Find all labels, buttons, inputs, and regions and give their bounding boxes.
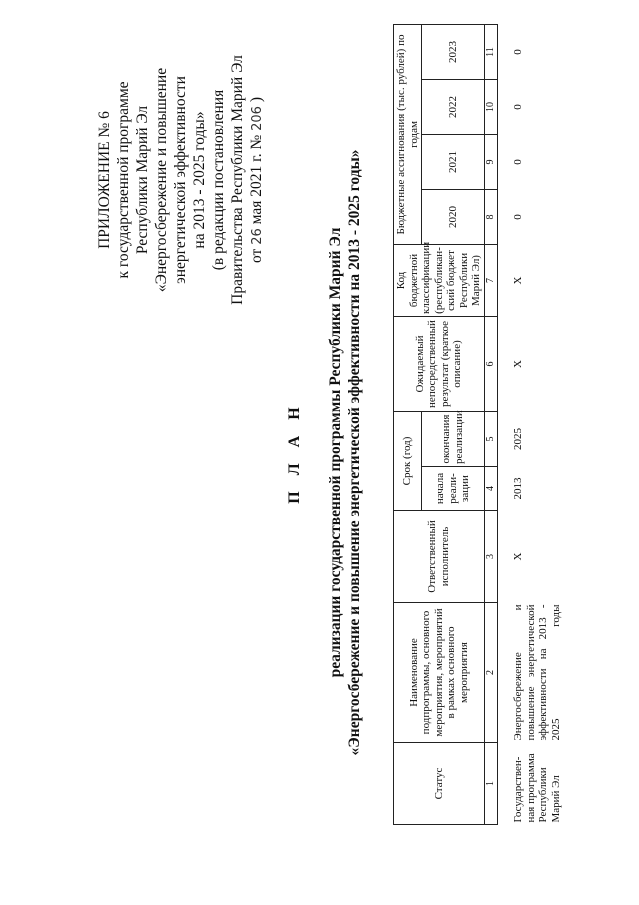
date-prefix: от <box>248 248 265 263</box>
column-number: 1 <box>484 743 498 825</box>
header-year: 2021 <box>422 135 485 190</box>
date-close: ) <box>248 97 265 103</box>
column-number: 7 <box>484 245 498 317</box>
appendix-line: к государственной программе <box>115 81 132 279</box>
header-result: Ожидаемый непосредственный результат (краткое описание) <box>394 317 485 412</box>
column-number: 2 <box>484 603 498 743</box>
cell-kbk: Х <box>512 276 524 285</box>
column-number: 10 <box>484 80 498 135</box>
appendix-date-line <box>247 30 267 330</box>
appendix-line: на 2013 - 2025 годы» <box>191 111 208 249</box>
appendix-line: Республики Марий Эл <box>134 105 151 255</box>
decree-number: 206 <box>250 106 265 131</box>
header-status: Статус <box>394 743 485 825</box>
header-term-start: начала реали-зации <box>422 467 485 511</box>
column-number: 6 <box>484 317 498 412</box>
header-executor: Ответственный исполнитель <box>394 511 485 603</box>
cell-start: 2013 <box>512 477 524 500</box>
column-number: 9 <box>484 135 498 190</box>
column-number-row <box>484 24 498 824</box>
column-number: 11 <box>484 24 498 79</box>
appendix-line: энергетической эффективности <box>172 76 189 284</box>
appendix-line: Правительства Республики Марий Эл <box>229 55 246 305</box>
subtitle-line: «Энергосбережение и повышение энергетической эффективности на 2013 - 2025 годы» <box>346 149 363 756</box>
cell-end: 2025 <box>512 428 524 450</box>
plan-table <box>393 24 563 825</box>
header-name: Наименование подпрограммы, основного мероприятия, мероприятий в рамках основного мероприятия <box>394 603 485 743</box>
header-term-end: окончания реализации <box>422 412 485 467</box>
table-row <box>498 24 564 824</box>
header-term: Срок (год) <box>394 412 422 511</box>
header-year: 2023 <box>422 24 485 79</box>
cell-result: Х <box>512 360 524 368</box>
appendix-title: ПРИЛОЖЕНИЕ № 6 <box>96 111 113 249</box>
cell-name: Энергосбережение и повышение энергетической эффективности на 2013 - 2025 годы <box>512 604 562 741</box>
cell-value: 0 <box>512 104 524 110</box>
cell-value: 0 <box>512 214 524 220</box>
date-year: 2021 г. № <box>248 134 265 197</box>
appendix-header <box>95 30 267 330</box>
date-day: 26 <box>250 228 265 245</box>
column-number: 3 <box>484 511 498 603</box>
subtitle-line: реализации государственной программы Республики Марий Эл <box>327 227 344 678</box>
appendix-line: (в редакции постановления <box>210 89 227 271</box>
date-month: мая <box>248 200 265 225</box>
cell-executor: Х <box>512 552 524 561</box>
header-row <box>394 24 422 824</box>
header-year: 2020 <box>422 190 485 245</box>
cell-status: Государствен-ная программа Республики Марий Эл <box>512 753 562 823</box>
header-year: 2022 <box>422 80 485 135</box>
cell-value: 0 <box>512 49 524 55</box>
header-budget: Бюджетные ассигнования (тыс. рублей) по годам <box>394 24 422 244</box>
column-number: 4 <box>484 467 498 511</box>
cell-value: 0 <box>512 159 524 165</box>
plan-subtitle <box>326 0 364 905</box>
column-number: 5 <box>484 412 498 467</box>
header-kbk: Код бюджетной классификации (республикан-ский бюджет Республики Марий Эл) <box>394 245 485 317</box>
column-number: 8 <box>484 190 498 245</box>
plan-title: П Л А Н <box>286 401 303 504</box>
appendix-line: «Энергосбережение и повышение <box>153 67 170 293</box>
